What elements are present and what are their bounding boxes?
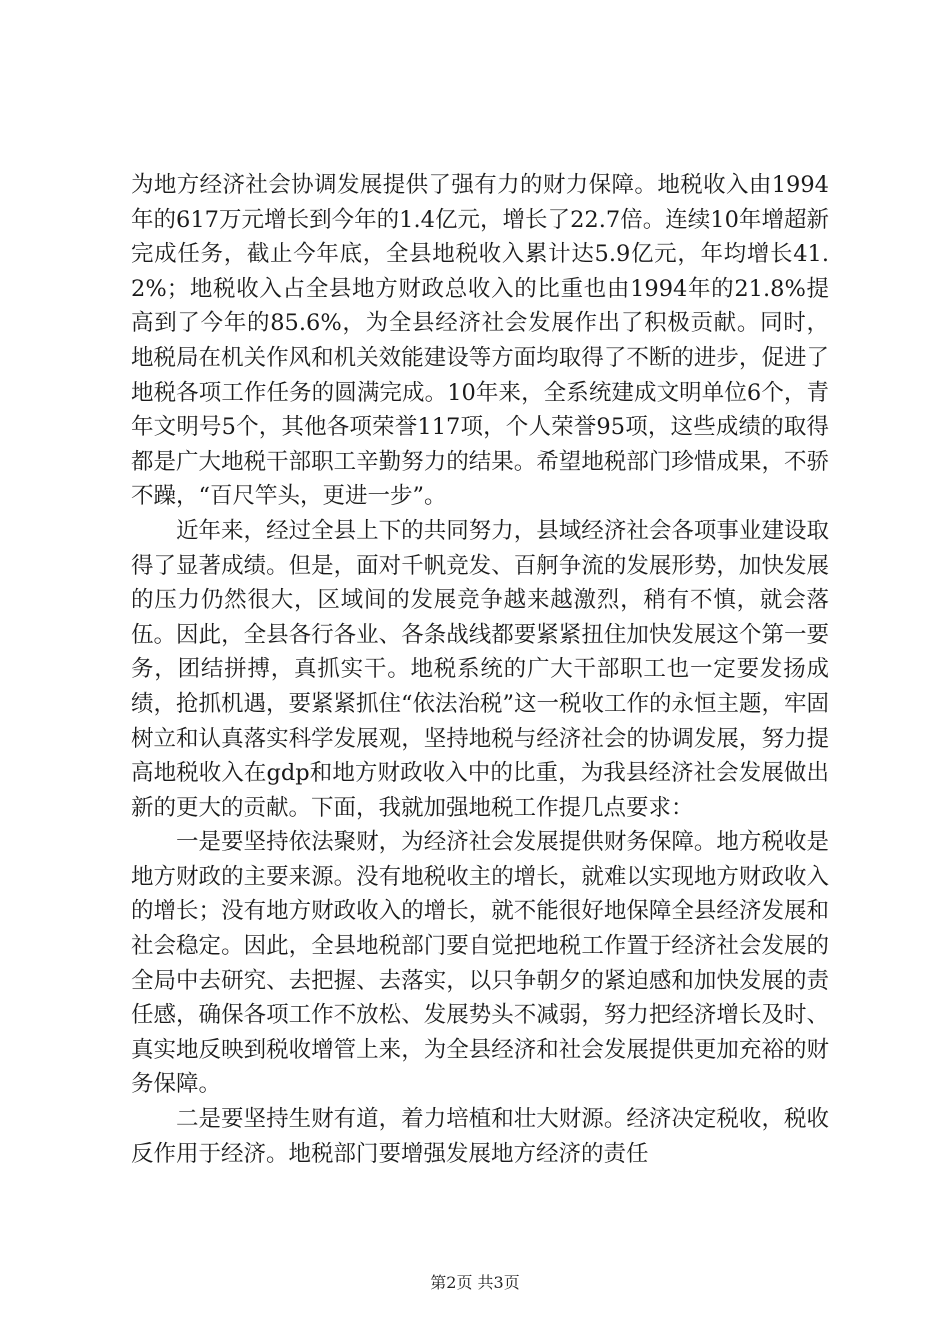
paragraph-revenue-summary: 为地方经济社会协调发展提供了强有力的财力保障。地税收入由1994年的617万元增长到今年的1.4亿元，增长了22.7倍。连续10年增超新完成任务，截止今年底，全县地税收入累计达5.9亿元，年均增长41.2%；地税收入占全县地方财政总收入的比重也由1994年的21.8%提高到了今年的85.6%，为全县经济社会发展作出了积极贡献。同时，地税局在机关作风和机关效能建设等方面均取得了不断的进步，促进了地税各项工作任务的圆满完成。10年来，全系统建成文明单位6个，青年文明号5个，其他各项荣誉117项，个人荣誉95项，这些成绩的取得都是广大地税干部职工辛勤努力的结果。希望地税部门珍惜成果，不骄不躁，“百尺竿头，更进一步”。 <box>131 172 829 510</box>
paragraph-requirement-one: 一是要坚持依法聚财，为经济社会发展提供财务保障。地方税收是地方财政的主要来源。没有地税收主的增长，就难以实现地方财政收入的增长；没有地方财政收入的增长，就不能很好地保障全县经济发展和社会稳定。因此，全县地税部门要自觉把地税工作置于经济社会发展的全局中去研究、去把握、去落实，以只争朝夕的紧迫感和加快发展的责任感，确保各项工作不放松、发展势头不减弱，努力把经济增长及时、真实地反映到税收增管上来，为全县经济和社会发展提供更加充裕的财务保障。 <box>131 829 829 1098</box>
document-body <box>131 168 829 1171</box>
paragraph-requirement-two: 二是要坚持生财有道，着力培植和壮大财源。经济决定税收，税收反作用于经济。地税部门要增强发展地方经济的责任 <box>131 1106 829 1167</box>
page-footer: 第2页 共3页 <box>430 1273 520 1292</box>
paragraph-development-situation: 近年来，经过全县上下的共同努力，县域经济社会各项事业建设取得了显著成绩。但是，面对千帆竞发、百舸争流的发展形势，加快发展的压力仍然很大，区域间的发展竞争越来越激烈，稍有不慎，就会落伍。因此，全县各行各业、各条战线都要紧紧扭住加快发展这个第一要务，团结拼搏，真抓实干。地税系统的广大干部职工也一定要发扬成绩，抢抓机遇，要紧紧抓住“依法治税”这一税收工作的永恒主题，牢固树立和认真落实科学发展观，坚持地税与经济社会的协调发展，努力提高地税收入在gdp和地方财政收入中的比重，为我县经济社会发展做出新的更大的贡献。下面，我就加强地税工作提几点要求： <box>131 517 830 821</box>
